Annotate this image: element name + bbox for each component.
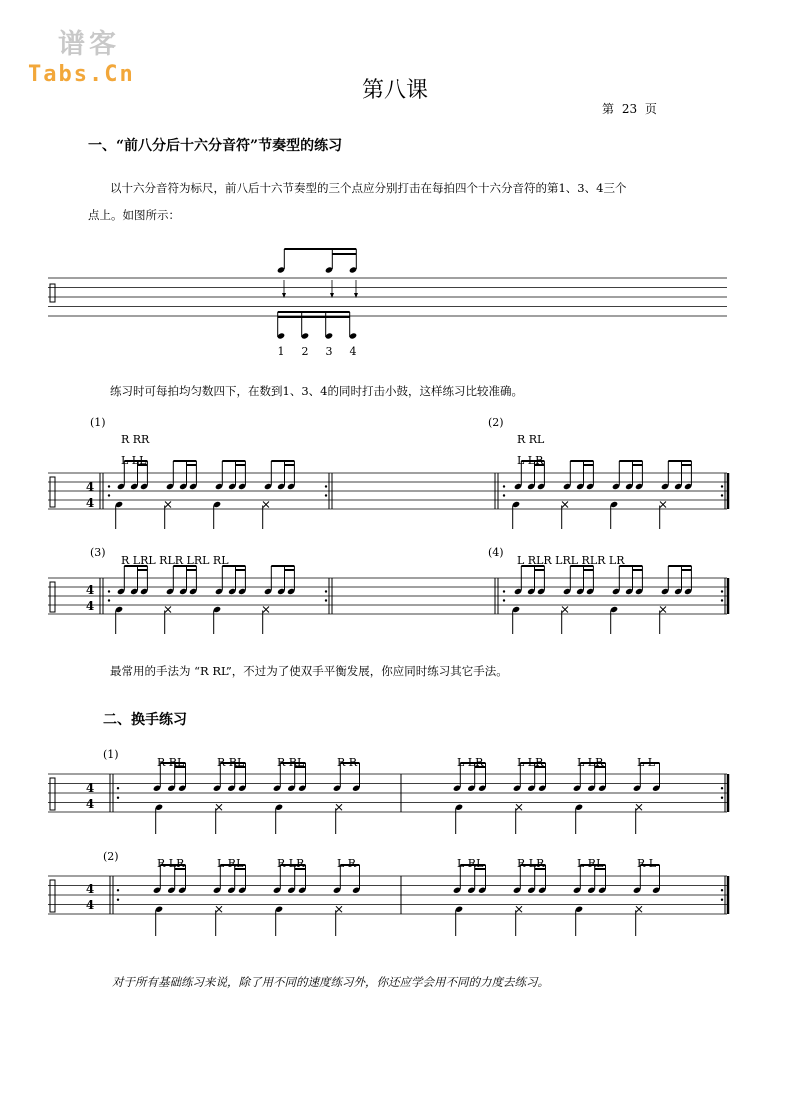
page-title: 第八课: [361, 78, 428, 103]
time-signature-bottom: 4: [85, 496, 95, 510]
repeat-dot: [325, 494, 327, 496]
sticking: R LR: [517, 857, 545, 870]
footer-note: 对于所有基础练习来说，除了用不同的速度练习外，你还应学会用不同的力度去练习。: [112, 975, 549, 989]
sticking-top: R RL: [517, 433, 545, 446]
sticking-bottom: L LL: [121, 454, 147, 467]
repeat-dot: [117, 899, 119, 901]
repeat-dot: [503, 590, 505, 592]
count-label: 1: [277, 345, 285, 358]
exercise-label: (4): [488, 546, 504, 559]
sticking: L LR: [577, 756, 604, 769]
exercise-label: (1): [103, 748, 119, 761]
repeat-dot: [721, 494, 723, 496]
repeat-dot: [117, 787, 119, 789]
percussion-clef: [50, 880, 55, 912]
repeat-dot: [108, 599, 110, 601]
repeat-dot: [721, 590, 723, 592]
time-signature-top: 4: [85, 480, 95, 494]
sticking: L RL: [577, 857, 604, 870]
count-label: 4: [349, 345, 357, 358]
sticking: R L: [637, 857, 657, 870]
exercise-label: (3): [90, 546, 106, 559]
sticking-top: R RR: [121, 433, 150, 446]
percussion-clef: [50, 582, 55, 612]
sticking: L L: [637, 756, 656, 769]
repeat-dot: [503, 599, 505, 601]
sticking: L RL: [457, 857, 484, 870]
count-label: 2: [301, 345, 309, 358]
count-label: 3: [325, 345, 333, 358]
percussion-clef: [50, 477, 55, 507]
sticking: R LR: [277, 857, 305, 870]
repeat-dot: [721, 787, 723, 789]
sticking: L R: [337, 857, 357, 870]
repeat-dot: [503, 485, 505, 487]
repeat-dot: [108, 590, 110, 592]
sticking: R RL: [217, 756, 245, 769]
sticking: R R: [337, 756, 358, 769]
repeat-dot: [325, 599, 327, 601]
sticking: R RL: [157, 756, 185, 769]
section1-para2: 练习时可每拍均匀数四下，在数到1、3、4的同时打击小鼓，这样练习比较准确。: [110, 384, 523, 398]
time-signature-top: 4: [85, 781, 95, 795]
sticking: L RL: [217, 857, 244, 870]
logo-chinese: 谱客: [58, 29, 120, 60]
exercise-label: (2): [103, 850, 119, 863]
sticking: R LRL RLR LRL RL: [121, 554, 229, 567]
repeat-dot: [721, 485, 723, 487]
section2-heading: 二、换手练习: [103, 712, 187, 728]
section1-para1-line2: 点上。如图所示：: [88, 208, 180, 222]
repeat-dot: [108, 485, 110, 487]
repeat-dot: [117, 889, 119, 891]
time-signature-bottom: 4: [85, 797, 95, 811]
section1-para1-line1: 以十六分音符为标尺，前八后十六节奏型的三个点应分别打击在每拍四个十六分音符的第1、3、4三个: [110, 181, 627, 195]
sticking: L RLR LRL RLR LR: [517, 554, 625, 567]
percussion-clef: [50, 284, 55, 302]
repeat-dot: [108, 494, 110, 496]
sticking: L LR: [457, 756, 484, 769]
repeat-dot: [721, 599, 723, 601]
time-signature-top: 4: [85, 583, 95, 597]
repeat-dot: [117, 797, 119, 799]
exercise-label: (1): [90, 416, 106, 429]
repeat-dot: [325, 485, 327, 487]
repeat-dot: [503, 494, 505, 496]
repeat-dot: [721, 797, 723, 799]
sticking-bottom: L LR: [517, 454, 544, 467]
repeat-dot: [721, 889, 723, 891]
repeat-dot: [721, 899, 723, 901]
exercise-label: (2): [488, 416, 504, 429]
section1-para3: 最常用的手法为 “R RL”，不过为了使双手平衡发展，你应同时练习其它手法。: [110, 664, 508, 678]
time-signature-bottom: 4: [85, 599, 95, 613]
section1-heading: 一、“前八分后十六分音符”节奏型的练习: [88, 138, 343, 154]
repeat-dot: [325, 590, 327, 592]
sticking: R LR: [157, 857, 185, 870]
sticking: L LR: [517, 756, 544, 769]
logo-url: Tabs.Cn: [28, 62, 135, 87]
percussion-clef: [50, 778, 55, 810]
sticking: R RL: [277, 756, 305, 769]
time-signature-top: 4: [85, 882, 95, 896]
time-signature-bottom: 4: [85, 898, 95, 912]
page-number: 第 23 页: [602, 102, 657, 116]
